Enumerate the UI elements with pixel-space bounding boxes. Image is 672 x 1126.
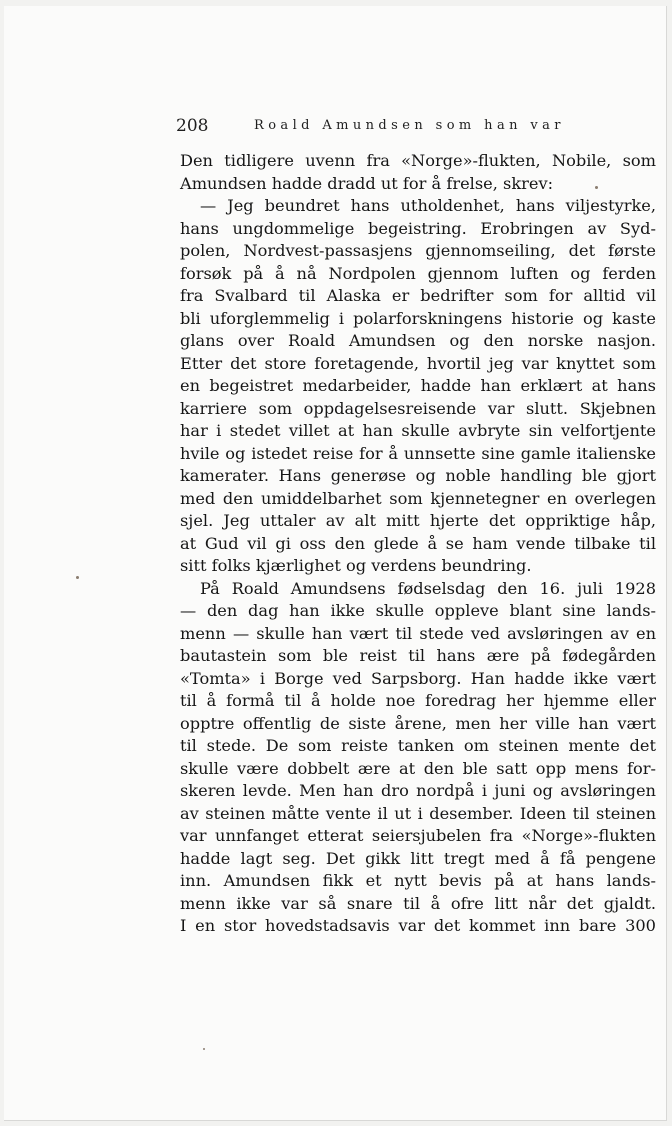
- text-line: var unnfanget etterat seiersjubelen fra «Norge»-flukten: [180, 826, 656, 845]
- body-text: [180, 150, 656, 938]
- text-line: hadde lagt seg. Det gikk litt tregt med å få pengene: [180, 848, 656, 868]
- text-line: I en stor hovedstadsavis var det kommet inn bare 300: [180, 916, 656, 935]
- text-line: sitt folks kjærlighet og verdens beundring.: [180, 556, 532, 575]
- text-line: Etter det store foretagende, hvortil jeg var knyttet som: [180, 353, 656, 373]
- page-header: [176, 115, 656, 137]
- text-line: forsøk på å nå Nordpolen gjennom luften og ferden: [180, 263, 656, 283]
- text-line: menn ikke var så snare til å ofre litt når det gjaldt.: [180, 893, 656, 913]
- text-line: sjel. Jeg uttaler av alt mitt hjerte det oppriktige håp,: [180, 511, 656, 530]
- text-line: — den dag han ikke skulle oppleve blant sine lands-: [180, 601, 656, 620]
- text-line: skeren levde. Men han dro nordpå i juni og avsløringen: [180, 781, 656, 800]
- text-line: glans over Roald Amundsen og den norske nasjon.: [180, 331, 656, 350]
- text-line: har i stedet villet at han skulle avbryte sin velfortjente: [180, 421, 656, 440]
- text-line: Amundsen hadde dradd ut for å frelse, skrev:: [180, 173, 554, 193]
- text-line: til å formå til å holde noe foredrag her hjemme eller: [180, 691, 656, 710]
- text-line: bli uforglemmelig i polarforskningens historie og kaste: [180, 308, 656, 328]
- page-number: 208: [176, 116, 209, 136]
- text-line: hvile og istedet reise for å unnsette sine gamle italienske: [180, 443, 656, 463]
- text-line: fra Svalbard til Alaska er bedrifter som for alltid vil: [180, 286, 656, 305]
- text-line: kamerater. Hans generøse og noble handling ble gjort: [180, 466, 656, 485]
- text-line: skulle være dobbelt ære at den ble satt opp mens for-: [180, 758, 656, 778]
- text-line: opptre offentlig de siste årene, men her ville han vært: [180, 713, 656, 733]
- text-line: med den umiddelbarhet som kjennetegner en overlegen: [180, 488, 656, 508]
- text-line: inn. Amundsen fikk et nytt bevis på at hans lands-: [180, 871, 656, 890]
- text-line: til stede. De som reiste tanken om steinen mente det: [180, 736, 656, 755]
- ink-speck: [203, 1048, 205, 1050]
- text-line: polen, Nordvest-passasjens gjennomseiling, det første: [180, 241, 656, 260]
- text-line: Den tidligere uvenn fra «Norge»-flukten, Nobile, som: [180, 151, 656, 170]
- text-line: «Tomta» i Borge ved Sarpsborg. Han hadde ikke vært: [180, 668, 656, 688]
- text-line: bautastein som ble reist til hans ære på fødegården: [180, 646, 656, 665]
- running-title: Roald Amundsen som han var: [254, 118, 565, 133]
- text-line: hans ungdommelige begeistring. Erobringen av Syd-: [180, 218, 656, 238]
- text-line: — Jeg beundret hans utholdenhet, hans viljestyrke,: [200, 196, 656, 215]
- ink-speck: [76, 576, 79, 579]
- text-line: en begeistret medarbeider, hadde han erklært at hans: [180, 376, 656, 395]
- text-line: menn — skulle han vært til stede ved avsløringen av en: [180, 623, 656, 643]
- text-line: På Roald Amundsens fødselsdag den 16. juli 1928: [200, 578, 656, 598]
- text-line: at Gud vil gi oss den glede å se ham vende tilbake til: [180, 533, 656, 553]
- text-line: karriere som oppdagelsesreisende var slutt. Skjebnen: [180, 398, 656, 418]
- ink-speck: [595, 186, 598, 189]
- text-line: av steinen måtte vente il ut i desember. Ideen til steinen: [180, 803, 656, 823]
